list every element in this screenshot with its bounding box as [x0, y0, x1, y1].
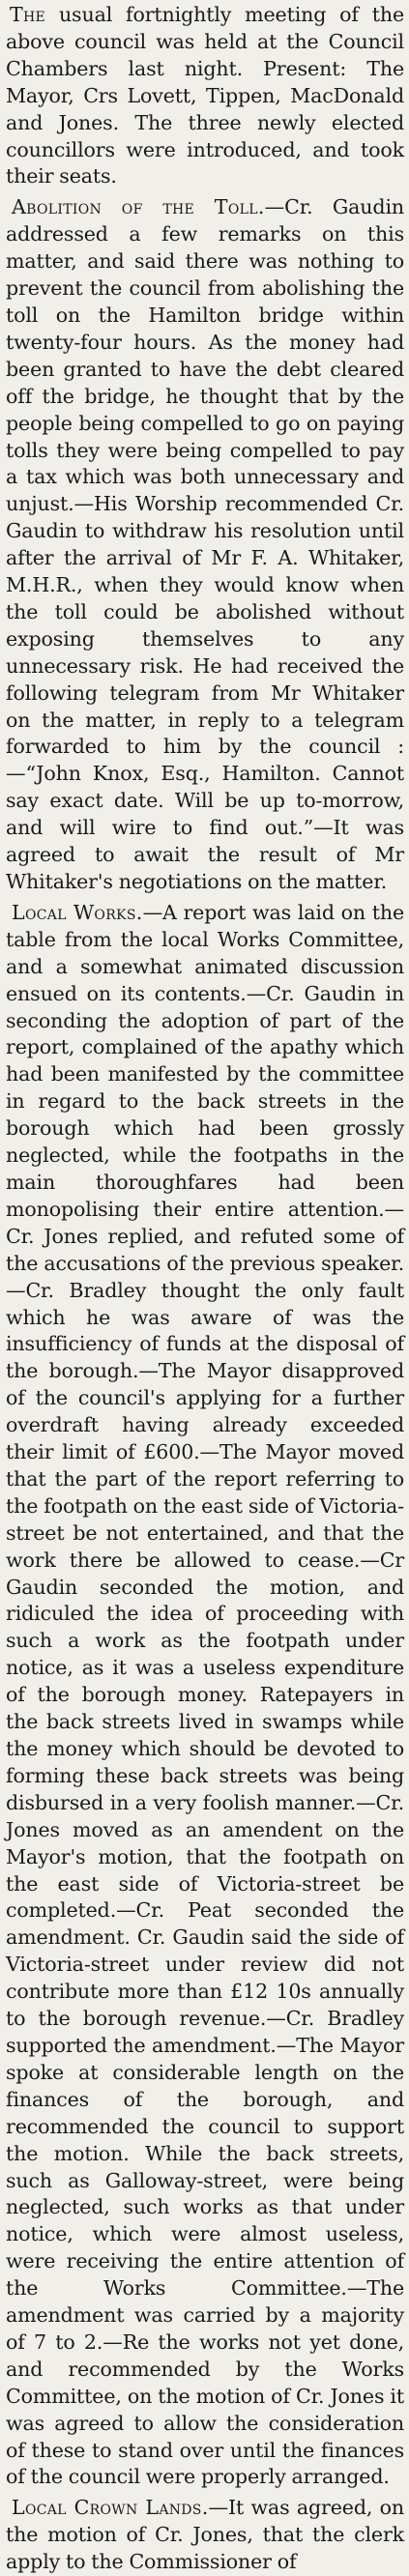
article-paragraph — [6, 194, 404, 896]
section-heading: Local Crown Lands. — [12, 2496, 209, 2520]
article-paragraph — [6, 2, 404, 190]
section-heading: Abolition of the Toll. — [12, 195, 265, 219]
paragraph-text: usual fortnightly meeting of the above council was held at the Council Chambers last night. Present: The Mayor, Crs Lovett, Tippen, MacDonald and Jones. The three newly elected councillors were introduced, and took their seats. — [6, 3, 404, 188]
paragraph-text: —A report was laid on the table from the local Works Committee, and a somewhat animated discussion ensued on its contents.—Cr. Gaudin in seconding the adoption of part of the report, complained of the apathy which had been manifested by the committee in regard to the back streets in the borough which had been grossly neglected, while the footpaths in the main thoroughfares had been monopolising their entire attention.—Cr. Jones replied, and refuted some of the accusations of the previous speaker.—Cr. Bradley thought the only fault which he was aware of was the insufficiency of funds at the disposal of the borough.—The Mayor disapproved of the council's applying for a further overdraft having already exceeded their limit of £600.—The Mayor moved that the part of the report referring to the footpath on the east side of Victoria-street be not entertained, and that the work there be allowed to cease.—Cr Gaudin seconded the motion, and ridiculed the idea of proceeding with such a work as the footpath under notice, as it was a useless expenditure of the borough money. Ratepayers in the back streets lived in swamps while the money which should be devoted to forming these back streets was being disbursed in a very foolish manner.—Cr. Jones moved as an amendent on the Mayor's motion, that the footpath on the east side of Victoria-street be completed.—Cr. Peat seconded the amendment. Cr. Gaudin said the side of Victoria-street under review did not contribute more than £12 10s annually to the borough revenue.—Cr. Bradley supported the amendment.—The Mayor spoke at considerable length on the finances of the borough, and recommended the council to support the motion. While the back streets, such as Galloway-street, were being neglected, such works as that under notice, which were almost useless, were receiving the entire attention of the Works Committee.—The amendment was carried by a majority of 7 to 2.—Re the works not yet done, and recommended by the Works Committee, on the motion of Cr. Jones it was agreed to allow the consideration of these to stand over until the finances of the council were properly arranged. — [6, 900, 404, 2489]
opening-word: The — [10, 3, 46, 26]
article-paragraph — [6, 900, 404, 2491]
article-paragraph — [6, 2495, 404, 2576]
section-heading: Local Works. — [12, 900, 143, 924]
paragraph-text: —It was agreed, on the motion of Cr. Jones, that the clerk apply to the Commissioner of — [6, 2496, 404, 2574]
paragraph-text: —Cr. Gaudin addressed a few remarks on this matter, and said there was nothing to prevent the council from abolishing the toll on the Hamilton bridge within twenty-four hours. As the money had been granted to have the debt cleared off the bridge, he thought that by the people being compelled to go on paying tolls they were being compelled to pay a tax which was both unnecessary and unjust.—His Worship recommended Cr. Gaudin to withdraw his resolution until after the arrival of Mr F. A. Whitaker, M.H.R., when they would know when the toll could be abolished without exposing themselves to any unnecessary risk. He had received the following telegram from Mr Whitaker on the matter, in reply to a telegram forwarded to him by the council :—“John Knox, Esq., Hamilton. Cannot say exact date. Will be up to-morrow, and will wire to find out.”—It was agreed to await the result of Mr Whitaker's negotiations on the matter. — [6, 195, 405, 893]
